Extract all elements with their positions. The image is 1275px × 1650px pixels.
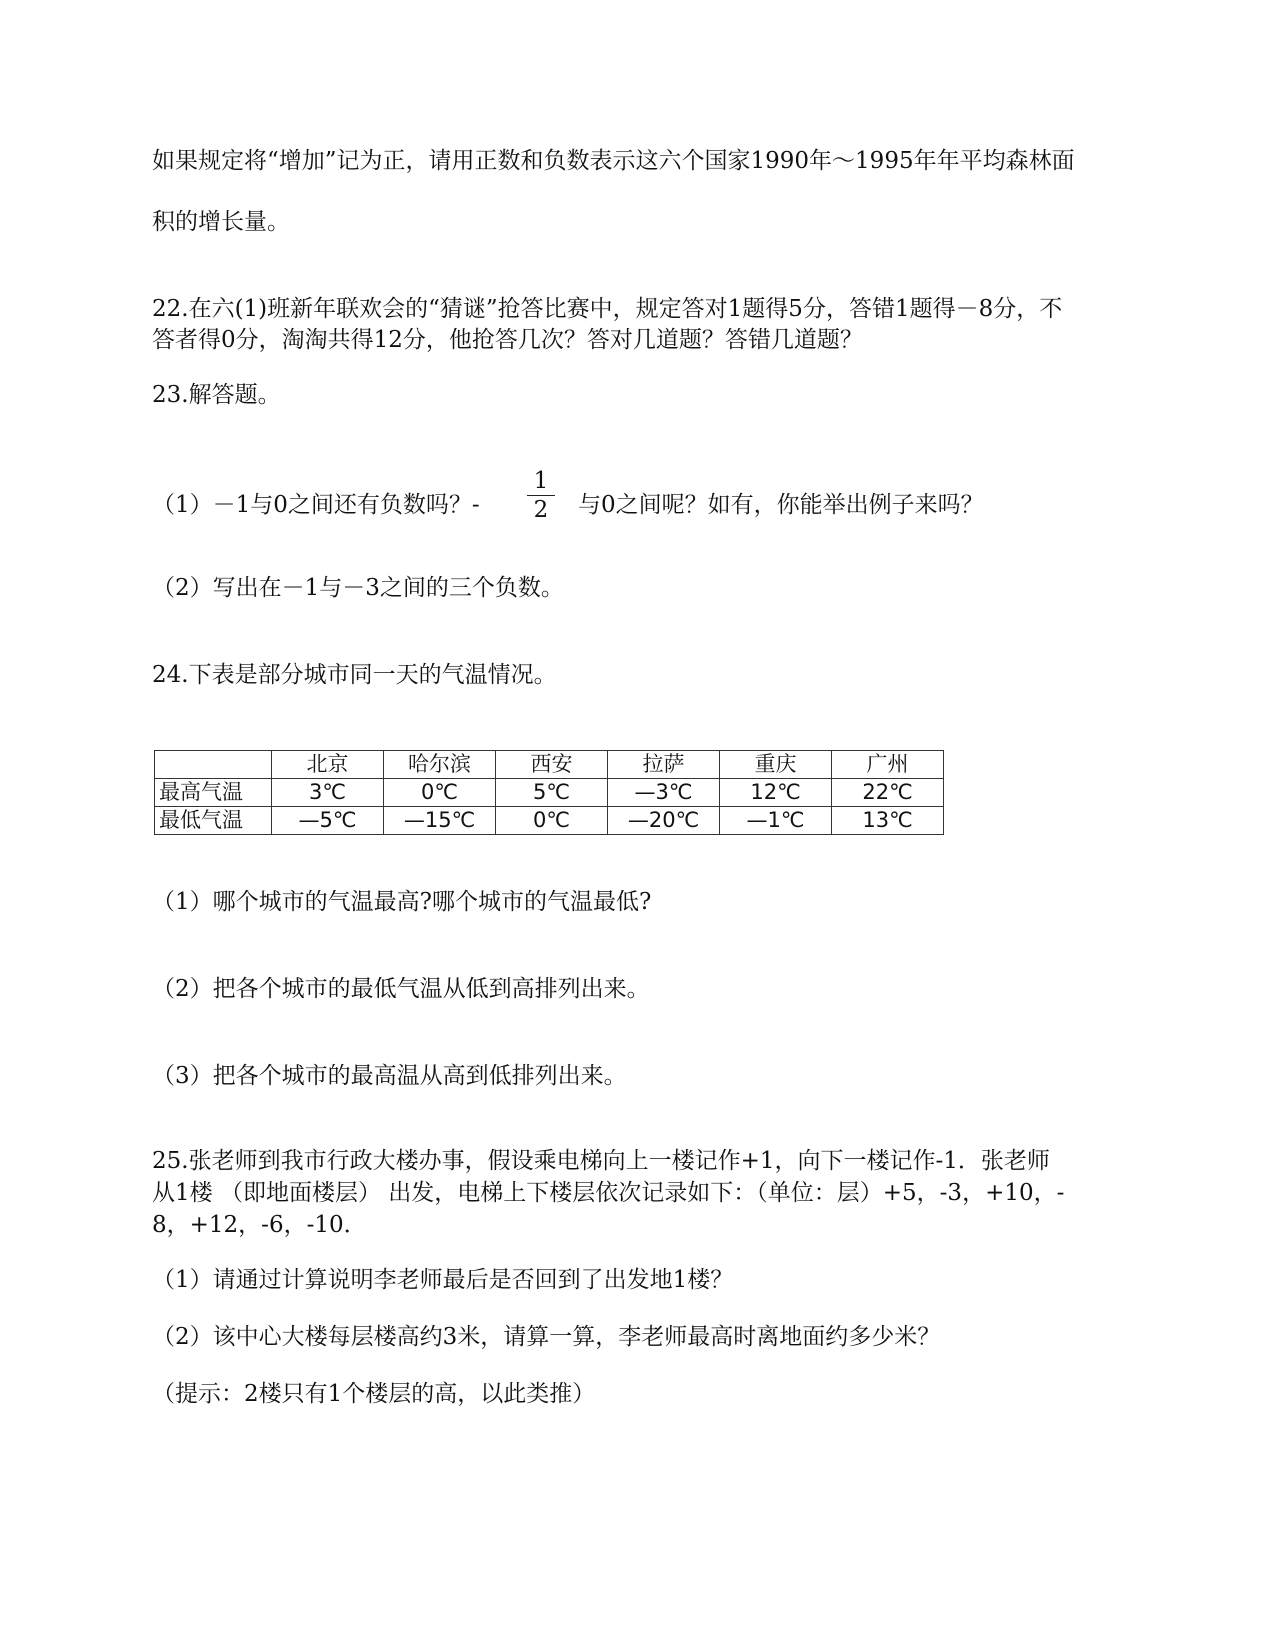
- q23-part-1-before: （1）－1与0之间还有负数吗？-: [152, 492, 480, 518]
- q23-title: 23.解答题。: [152, 382, 281, 408]
- table-header-cell: 重庆: [720, 751, 832, 779]
- q25-part-2: （2）该中心大楼每层楼高约3米，请算一算，李老师最高时离地面约多少米？: [152, 1324, 941, 1350]
- q25-part-1: （1）请通过计算说明李老师最后是否回到了出发地1楼？: [152, 1267, 734, 1293]
- table-cell: —3℃: [608, 779, 720, 807]
- q22-line-2: 答者得0分，淘淘共得12分，他抢答几次？答对几道题？答错几道题？: [152, 327, 863, 353]
- q24-part-3: （3）把各个城市的最高温从高到低排列出来。: [152, 1063, 627, 1089]
- q23-part-1-after: 与0之间呢？如有，你能举出例子来吗？: [578, 492, 984, 518]
- table-header-cell: 拉萨: [608, 751, 720, 779]
- table-row: [155, 807, 944, 835]
- row-label: 最高气温: [155, 779, 272, 807]
- fraction: [527, 468, 555, 523]
- q24-title: 24.下表是部分城市同一天的气温情况。: [152, 662, 557, 688]
- q22-line-1: 22.在六(1)班新年联欢会的“猜谜”抢答比赛中，规定答对1题得5分，答错1题得－8分，不: [152, 296, 1063, 322]
- q21-line-1: 如果规定将“增加”记为正，请用正数和负数表示这六个国家1990年～1995年年平均森林面: [152, 148, 1075, 174]
- table-header-cell: 哈尔滨: [384, 751, 496, 779]
- q24-part-2: （2）把各个城市的最低气温从低到高排列出来。: [152, 976, 650, 1002]
- table-cell: —5℃: [272, 807, 384, 835]
- q25-hint: （提示：2楼只有1个楼层的高，以此类推）: [152, 1381, 596, 1407]
- table-cell: 5℃: [496, 779, 608, 807]
- fraction-numerator: 1: [527, 468, 555, 496]
- table-cell: —20℃: [608, 807, 720, 835]
- q25-line-2: 从1楼 （即地面楼层） 出发，电梯上下楼层依次记录如下：（单位：层）+5，-3，+10，-: [152, 1180, 1065, 1206]
- table-cell: 22℃: [832, 779, 944, 807]
- table-header-cell: [155, 751, 272, 779]
- fraction-denominator: 2: [533, 497, 549, 523]
- table-header-cell: 西安: [496, 751, 608, 779]
- table-header-cell: 广州: [832, 751, 944, 779]
- q21-line-2: 积的增长量。: [152, 209, 290, 235]
- table-cell: —15℃: [384, 807, 496, 835]
- table-cell: 13℃: [832, 807, 944, 835]
- table-cell: 12℃: [720, 779, 832, 807]
- q25-line-1: 25.张老师到我市行政大楼办事，假设乘电梯向上一楼记作+1，向下一楼记作-1．张老师: [152, 1148, 1050, 1174]
- q25-line-3: 8，+12，-6，-10．: [152, 1212, 367, 1238]
- row-label: 最低气温: [155, 807, 272, 835]
- table-cell: 0℃: [384, 779, 496, 807]
- table-cell: 0℃: [496, 807, 608, 835]
- table-row: [155, 779, 944, 807]
- q23-part-2: （2）写出在－1与－3之间的三个负数。: [152, 575, 564, 601]
- temperature-table: [154, 750, 944, 835]
- table-header-row: [155, 751, 944, 779]
- table-cell: —1℃: [720, 807, 832, 835]
- table-header-cell: 北京: [272, 751, 384, 779]
- q24-part-1: （1）哪个城市的气温最高?哪个城市的气温最低?: [152, 889, 652, 915]
- table-cell: 3℃: [272, 779, 384, 807]
